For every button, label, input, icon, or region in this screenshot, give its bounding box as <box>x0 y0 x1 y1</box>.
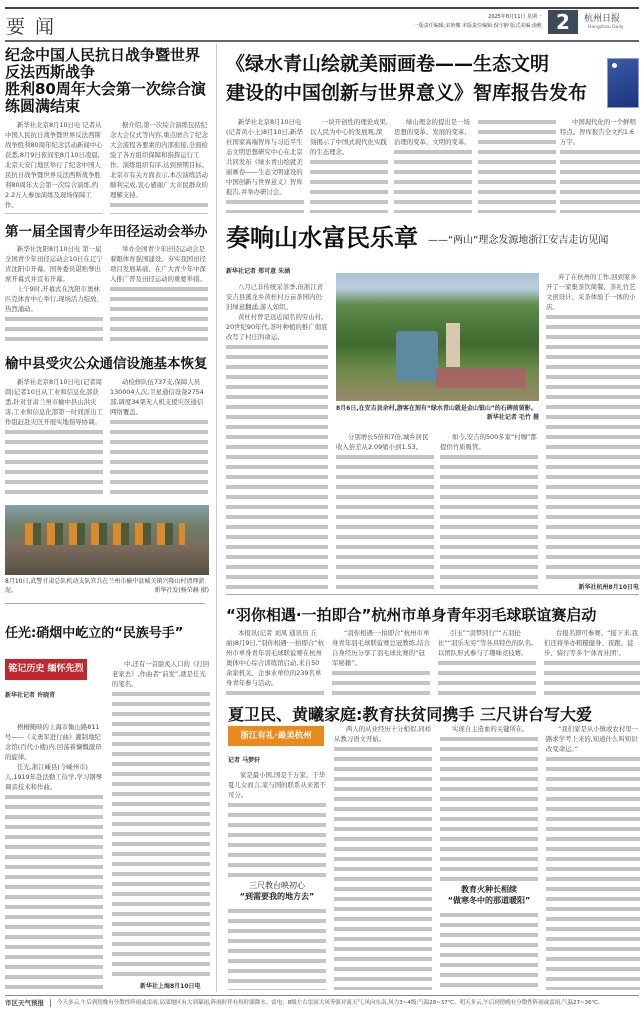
header-rule <box>5 40 639 42</box>
divider <box>226 594 639 595</box>
dateline: 新华社杭州8月10日电 <box>578 584 639 591</box>
byline: 记者 马梦轩 <box>228 757 261 764</box>
headline-yuzhong-telecom: 榆中县受灾公众通信设施基本恢复 <box>5 356 208 372</box>
column-divider <box>216 44 217 992</box>
header-info <box>320 13 542 31</box>
top-rule <box>5 7 639 9</box>
report-cover-image <box>607 58 639 108</box>
subheading: 教育火种长相续 “做寒冬中的那道暖阳” <box>447 885 531 905</box>
article-column: 举办全国青少年田径运动会是着眼体育强国建设、夯实我国田径项目发展基础、在广大青少年中深入推广普及田径运动的重要举措。 <box>110 244 208 342</box>
headline-ren-guang: 任光:硝烟中屹立的“民族号手” <box>5 626 184 641</box>
photo-caption: 8月10日,武警甘肃总队机动支队官兵在兰州市榆中县城关镇兴隆山村清理淤泥。 新华社发(杨荣赫 摄) <box>5 578 209 594</box>
article-column: 中国现代化的一个鲜明特点。智库报告全文约1.6万字。 <box>560 117 640 213</box>
article-column <box>228 906 326 990</box>
article-column: 两人的从业经历十分相似,同样从教习语文开始。 <box>334 724 432 990</box>
headline-badminton: “羽你相遇·一拍即合”杭州市单身青年羽毛球联谊赛启动 <box>226 606 597 624</box>
article-column: 新华社北京8月10日电(记者黄小土)8月10日,新华社国家高端智库与习近平生态文明思想研究中心在北京共同发布《绿水青山绘就美丽画卷——生态文明建设的中国创新与世界意义》智库报告,并举办研讨会。 <box>226 117 304 213</box>
article-column: 本报讯(记者 刘凤 通讯员 丘丽)8月9日,“羽你相遇·一拍即合”杭州市单身青年羽毛球联谊赛在杭州奥体中心综合训练馆启动,来自50余家机关、企事业单位的239名单身青年参与活动。 <box>226 628 324 698</box>
article-column: 动检修队伍737支,保障人员130004人次,卫星通信设备2754部,调度34架无人机支援灾区通信网络覆盖。 <box>110 377 208 499</box>
footer-rule <box>5 995 639 996</box>
article-column: 新华社北京8月10日电 记者从中国人民抗日战争暨世界反法西斯战争胜利80周年纪念活动新闻中心获悉,8月9日夜间至8月10日凌晨,北京天安门地区举行了纪念中国人民抗日战争暨世界反法西斯战争胜利80周年大会第一次综合演练,约2.2万人参加演练及现场保障工作。 <box>5 120 103 214</box>
weather-text: 今天多云,午后到傍晚有分散性阵雨或雷雨,局部地区有大到暴雨,阵雨时伴有短时强降水、雷电、8级左右雷雨大风等强对流天气,风向东南,风力3~4级;气温28~37℃。明天多云,午后到傍晚有分散性阵雨或雷雨,气温27~36℃。 <box>57 1000 604 1006</box>
article-column: 家是最小国,国是千万家。于华夏儿女而言,家与国的联系从来密不可分。 <box>228 770 326 878</box>
divider <box>5 603 205 604</box>
article-column: 梧桐掩映的上海市衡山路811号——《义勇军进行曲》灌制地纪念馆(百代小楼)内,回荡着慷慨激昂的旋律。 任光,浙江嵊县(今嵊州市)人,1919年赴法勤工俭学,学习钢琴调音技术和作曲。 <box>5 722 103 990</box>
flood-rescue-photo <box>5 505 209 575</box>
subtitle: ——“两山”理念发源地浙江安吉走访见闻 <box>428 235 609 246</box>
article-column: “羽你相遇·一拍即合”杭州市单身青年羽毛球联谊赛总冠教练,结合自身经历分享了羽毛球比赛的“冠军秘籍”。 <box>332 628 430 698</box>
photo-caption: 8月6日,在安吉县余村,游客在刻有“绿水青山就是金山银山”的石碑前留影。 新华社记者 毛竹 摄 <box>336 405 539 421</box>
weather-forecast <box>5 999 639 1007</box>
article-column: 中,还有一首脍炙人口的《打回老家去》,作曲者“前发”,就是任光的笔名。 <box>112 659 210 979</box>
newspaper-logo-en: Hangzhou Daily <box>588 25 624 30</box>
subheading: 三尺教台映初心 “到需要我的地方去” <box>239 881 315 901</box>
headline-anji: 奏响山水富民乐章 <box>226 224 418 252</box>
article-column: 八月已非传统采茶季,但浙江省安吉县溪龙乡黄杜村万亩茶园内仍旧绿意翻涌,游人如织。 黄杜村曾是远近闻名的穷山村。20世纪90年代,茶叶种植的推广彻底改写了村庄的命运。 <box>226 282 328 592</box>
headline-think-tank-report: 《绿水青山绘就美丽画卷——生态文明 建设的中国创新与世界意义》智库报告发布 <box>226 53 588 104</box>
article-column: 台报名即可参赛。“接下来,我们还将举办粗糙健身、夜跑、徒步、骑行等多个‘体育社团’。 <box>544 628 640 698</box>
article-column: 弃了在杭州的工作,回到家乡开了一家集茶饮简餐、茶礼竹艺文创设计、采茶体验于一体的小店。 <box>546 272 640 580</box>
article-column: 如今,安吉的500多家“村咖”都提供竹质吸管。 <box>440 432 538 592</box>
anji-village-photo <box>336 273 539 401</box>
article-column <box>478 117 556 213</box>
article-column: 实现自主造血的关键所在。 <box>440 724 538 882</box>
article-column: 新华社沈阳8月10日电 第一届全国青少年田径运动会10日在辽宁省沈阳市开幕。国务委员谌贻琴出席开幕式并宣布开幕。 上午9时,开幕式在沈阳市奥林匹克体育中心举行,现场活力绽放、热烈涌动。 <box>5 244 103 342</box>
article-column: 分别增长5倍和7倍,城乡居民收入倍差从2.09缩小到1.53。 <box>336 432 434 592</box>
section-title: 要闻 <box>6 16 65 38</box>
issue-date: 2025年8月11日 星期一 <box>488 14 542 20</box>
article-column: 新华社北京8月10日电(记者周圆)记者10日从工业和信息化部获悉,针对甘肃兰州市榆中县山洪灾害,工业和信息化部第一时间派出工作组赶赴灾区开展实地指导协调。 <box>5 377 103 499</box>
article-column: “我们家是从小镇或农村里一路求学考上来的,知道什么叫知识改变命运。” <box>546 724 640 990</box>
column-badge: 铭记历史 缅怀先烈 <box>5 659 87 680</box>
page-number: 2 <box>548 10 578 34</box>
byline: 新华社记者 郑可意 朱涵 <box>226 268 291 275</box>
article-column <box>440 910 538 990</box>
article-column: 绿山理念的提出是一场思想的变革、发展的变革、治理的变革、文明的变革。 <box>394 117 472 213</box>
weather-label: 市区天气预报 <box>5 999 51 1007</box>
dateline: 新华社上海8月10日电 <box>140 983 201 990</box>
article-column: 一块开创性的理论成果,以人民为中心的发展观,深刻揭示了中国式现代化实践的生态理念。 <box>310 117 388 213</box>
byline: 新华社记者 许晓青 <box>5 692 56 699</box>
article-column: 引玉”“羽梦同行”“五羽伦比”“羽乐无穷”等各具特色的队名,以团队形式参与了趣味竞技赛。 <box>438 628 536 698</box>
editors: 一版责任编辑:宋艳娜 本版责任编辑:倪宇翀 版式美编:俞帆 <box>413 23 542 29</box>
column-badge: 浙江有礼·最美杭州 <box>228 726 324 746</box>
headline-memorial-rehearsal: 纪念中国人民抗日战争暨世界反法西斯战争 胜利80周年大会第一次综合演练圆满结束 <box>5 46 206 115</box>
headline-xia-weimin: 夏卫民、黄曦家庭:教育扶贫同携手 三尺讲台写大爱 <box>228 705 592 724</box>
newspaper-logo: 杭州日报 <box>584 14 621 24</box>
headline-youth-athletics: 第一届全国青少年田径运动会举办 <box>5 224 208 240</box>
article-column: 据介绍,第一次综合演练包括纪念大会仪式等内容,重点磨合了纪念大会流程各要素的内部衔接,全面检验了各方组织保障和指挥运行工作。演练组织有序,达到预期目标。北京市有关方面表示,本次演练活动顺利完成,衷心感谢广大市民群众的理解支持。 <box>110 120 208 214</box>
